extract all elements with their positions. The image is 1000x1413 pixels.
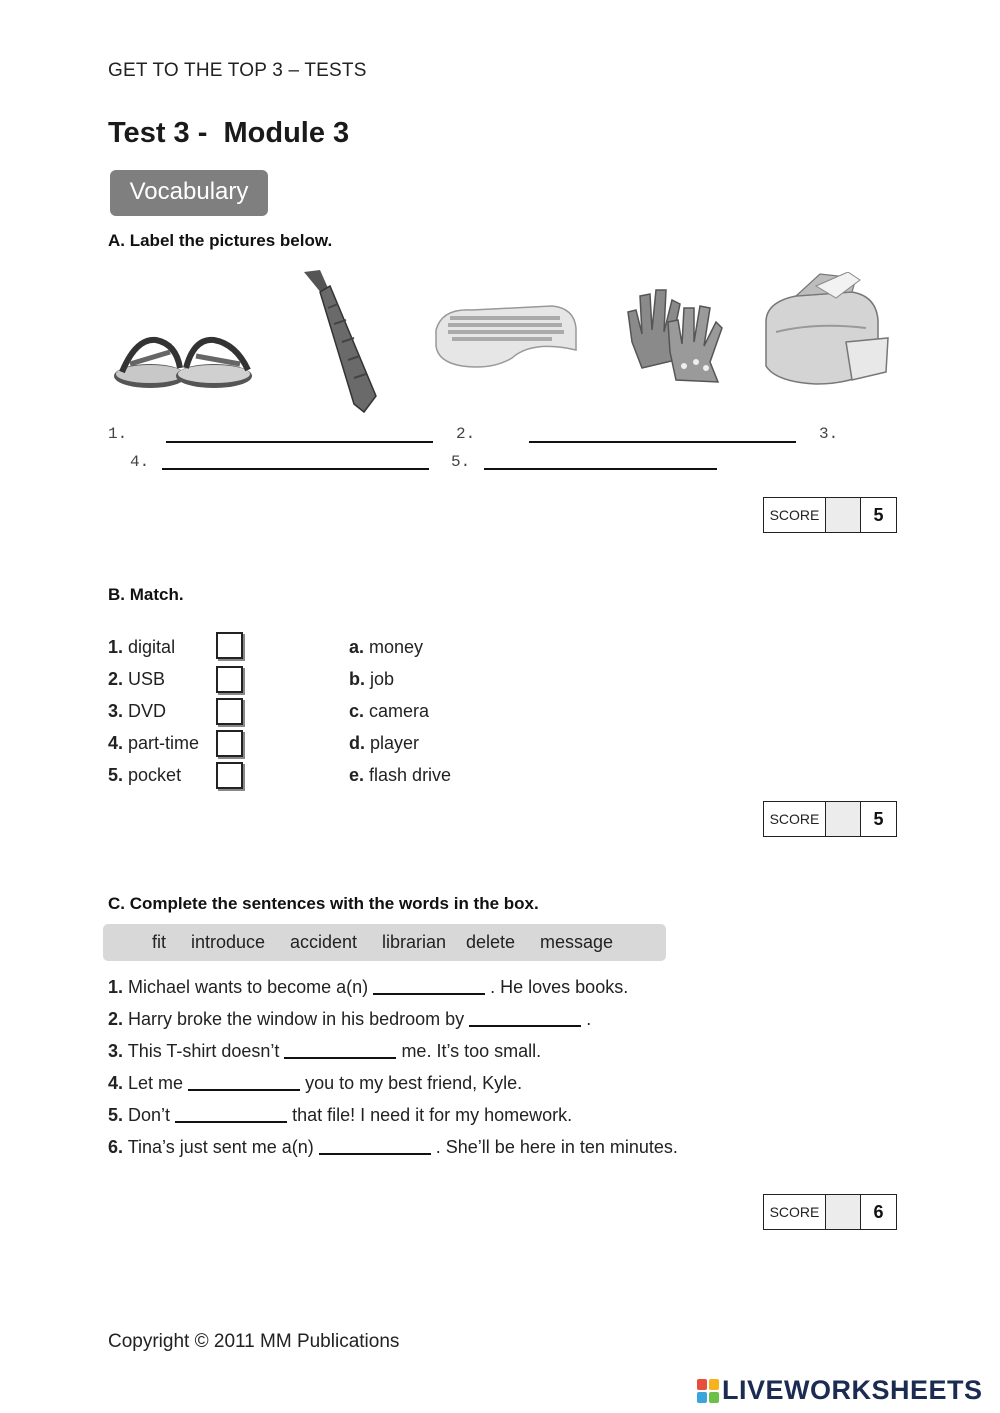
score-label: SCORE — [769, 811, 820, 827]
match-left-2: 2. USB — [108, 669, 166, 689]
word-item: delete — [466, 932, 516, 952]
score-input[interactable] — [825, 498, 861, 532]
score-max: 5 — [873, 505, 884, 525]
printer-picture — [756, 272, 892, 392]
label-number-5: 5. — [451, 453, 471, 471]
liveworksheets-logo-icon — [697, 1379, 719, 1403]
series-title: GET TO THE TOP 3 – TESTS — [108, 60, 367, 81]
match-right-d: d. player — [349, 733, 420, 753]
match-right-e: e. flash drive — [349, 765, 452, 785]
part-a-heading: A. Label the pictures below. — [108, 231, 333, 250]
sentence-2: 2. Harry broke the window in his bedroom by . — [108, 1009, 592, 1029]
section-label: Vocabulary — [110, 170, 268, 216]
sentence-6: 6. Tina’s just sent me a(n) . She’ll be here in ten minutes. — [108, 1137, 678, 1157]
score-box-c — [763, 1194, 897, 1230]
word-item: introduce — [191, 932, 266, 952]
label-number-2: 2. — [456, 425, 476, 443]
score-label: SCORE — [769, 507, 820, 523]
label-line-4[interactable] — [162, 468, 429, 470]
word-item: fit — [152, 932, 167, 952]
word-item: accident — [290, 932, 358, 952]
sentence-1: 1. Michael wants to become a(n) . He loves books. — [108, 977, 629, 997]
score-box-b — [763, 801, 897, 837]
score-input[interactable] — [825, 1195, 861, 1229]
match-left-5: 5. pocket — [108, 765, 182, 785]
keyboard-picture — [432, 300, 580, 372]
score-max: 6 — [873, 1202, 884, 1222]
label-line-1[interactable] — [166, 441, 433, 443]
match-right-b: b. job — [349, 669, 395, 689]
liveworksheets-logo[interactable] — [697, 1375, 983, 1406]
sentence-blank[interactable] — [319, 1153, 431, 1155]
match-left-3: 3. DVD — [108, 701, 167, 721]
label-number-4: 4. — [130, 453, 150, 471]
word-item: librarian — [382, 932, 447, 952]
sentence-blank[interactable] — [284, 1057, 396, 1059]
sentence-3: 3. This T-shirt doesn’t me. It’s too small. — [108, 1041, 542, 1061]
sandals-picture — [110, 318, 258, 400]
score-label: SCORE — [769, 1204, 820, 1220]
match-answer-box-5[interactable] — [216, 762, 243, 789]
match-answer-box-1[interactable] — [216, 632, 243, 659]
score-input[interactable] — [825, 802, 861, 836]
page-title: Test 3 - Module 3 — [108, 117, 350, 149]
match-right-c: c. camera — [349, 701, 430, 721]
tie-picture — [298, 268, 382, 416]
word-item: message — [540, 932, 614, 952]
sentence-blank[interactable] — [188, 1089, 300, 1091]
brand-name: LIVEWORKSHEETS — [722, 1375, 983, 1405]
gloves-picture — [622, 282, 726, 386]
score-max: 5 — [873, 809, 884, 829]
match-left-4: 4. part-time — [108, 733, 200, 753]
match-answer-box-4[interactable] — [216, 730, 243, 757]
part-c-heading: C. Complete the sentences with the words in the box. — [108, 894, 539, 913]
copyright: Copyright © 2011 MM Publications — [108, 1331, 400, 1352]
sentence-5: 5. Don’t that file! I need it for my homework. — [108, 1105, 573, 1125]
score-box-a — [763, 497, 897, 533]
match-left-1: 1. digital — [108, 637, 176, 657]
label-number-1: 1. — [108, 425, 128, 443]
match-right-a: a. money — [349, 637, 424, 657]
label-line-2[interactable] — [529, 441, 796, 443]
label-number-3: 3. — [819, 425, 839, 443]
sentence-blank[interactable] — [175, 1121, 287, 1123]
match-answer-box-3[interactable] — [216, 698, 243, 725]
sentence-4: 4. Let me you to my best friend, Kyle. — [108, 1073, 523, 1093]
label-line-5[interactable] — [484, 468, 717, 470]
part-b-heading: B. Match. — [108, 585, 184, 604]
word-box — [103, 924, 666, 961]
match-answer-box-2[interactable] — [216, 666, 243, 693]
sentence-blank[interactable] — [373, 993, 485, 995]
sentence-blank[interactable] — [469, 1025, 581, 1027]
